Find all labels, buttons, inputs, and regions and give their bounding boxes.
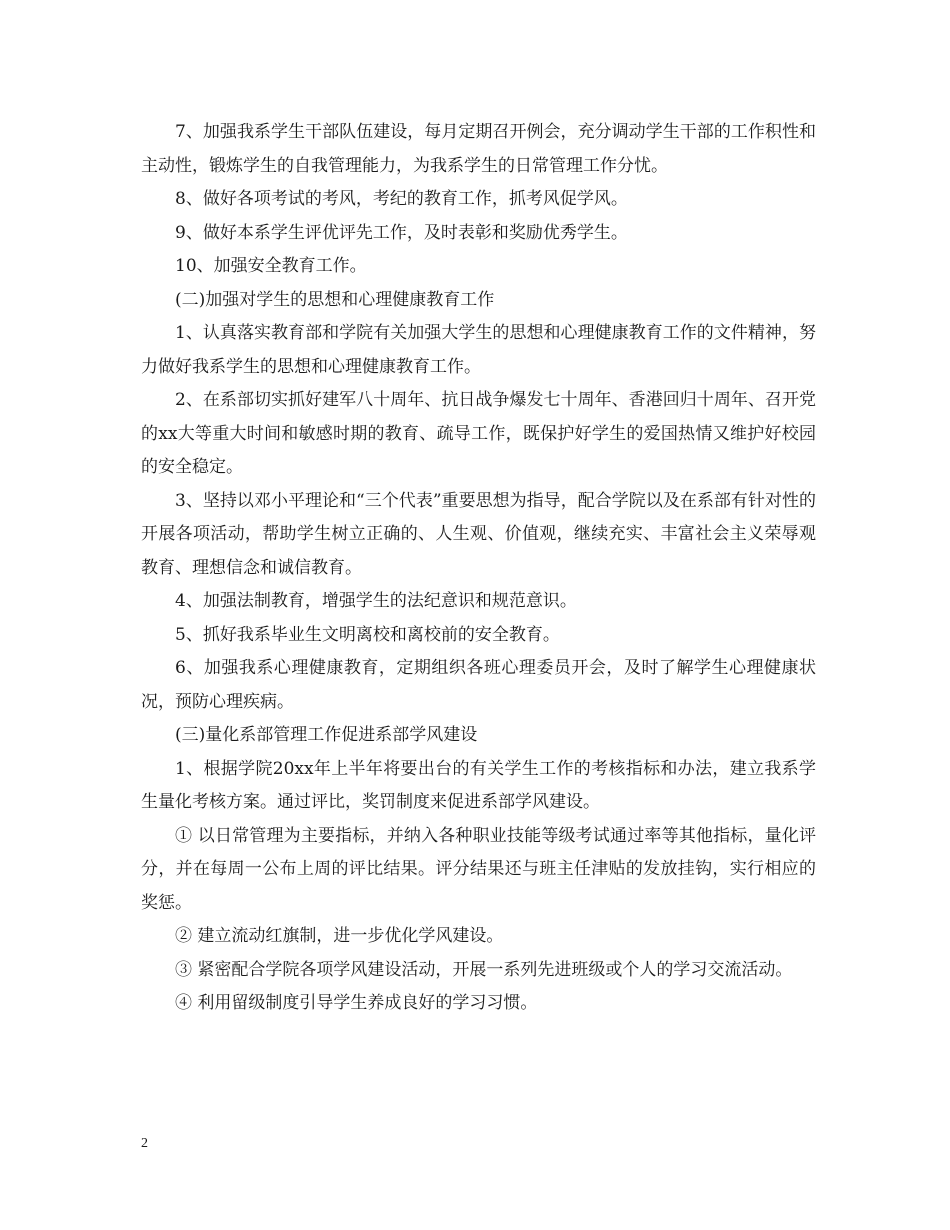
paragraph-2-3: 3、坚持以邓小平理论和“三个代表”重要思想为指导，配合学院以及在系部有针对性的开展各项活动，帮助学生树立正确的、人生观、价值观，继续充实、丰富社会主义荣辱观教育、理想信念和诚信教育。 [141,490,816,578]
paragraph-7-student-cadres: 7、加强我系学生干部队伍建设，每月定期召开例会，充分调动学生干部的工作积性和主动性，锻炼学生的自我管理能力，为我系学生的日常管理工作分忧。 [141,122,816,176]
paragraph-9-awards: 9、做好本系学生评优评先工作，及时表彰和奖励优秀学生。 [175,222,628,243]
list-item-circled-4: ④ 利用留级制度引导学生养成良好的学习习惯。 [175,993,538,1013]
paragraph-2-1: 1、认真落实教育部和学院有关加强大学生的思想和心理健康教育工作的文件精神，努力做好我系学生的思想和心理健康教育工作。 [141,323,816,377]
section-heading-2: (二)加强对学生的思想和心理健康教育工作 [175,289,495,310]
list-item-circled-2: ② 建立流动红旗制，进一步优化学风建设。 [175,926,504,946]
section-heading-3: (三)量化系部管理工作促进系部学风建设 [175,725,478,745]
document-body [141,116,816,1021]
paragraph-2-4: 4、加强法制教育，增强学生的法纪意识和规范意识。 [175,591,577,611]
page-number: 2 [141,1136,148,1151]
list-item-circled-1: ① 以日常管理为主要指标，并纳入各种职业技能等级考试通过率等其他指标，量化评分，并在每周一公布上周的评比结果。评分结果还与班主任津贴的发放挂钩，实行相应的奖惩。 [141,825,816,913]
paragraph-2-5: 5、抓好我系毕业生文明离校和离校前的安全教育。 [175,624,560,645]
paragraph-2-6: 6、加强我系心理健康教育，定期组织各班心理委员开会，及时了解学生心理健康状况，预防心理疾病。 [141,658,816,712]
paragraph-2-2: 2、在系部切实抓好建军八十周年、抗日战争爆发七十周年、香港回归十周年、召开党的xx大等重大时间和敏感时期的教育、疏导工作，既保护好学生的爱国热情又维护好校园的安全稳定。 [141,390,816,477]
paragraph-10-safety: 10、加强安全教育工作。 [175,256,367,276]
paragraph-8-exam-discipline: 8、做好各项考试的考风，考纪的教育工作，抓考风促学风。 [175,189,628,209]
paragraph-3-1: 1、根据学院20xx年上半年将要出台的有关学生工作的考核指标和办法，建立我系学生量化考核方案。通过评比，奖罚制度来促进系部学风建设。 [141,758,816,812]
list-item-circled-3: ③ 紧密配合学院各项学风建设活动，开展一系列先进班级或个人的学习交流活动。 [175,959,793,980]
